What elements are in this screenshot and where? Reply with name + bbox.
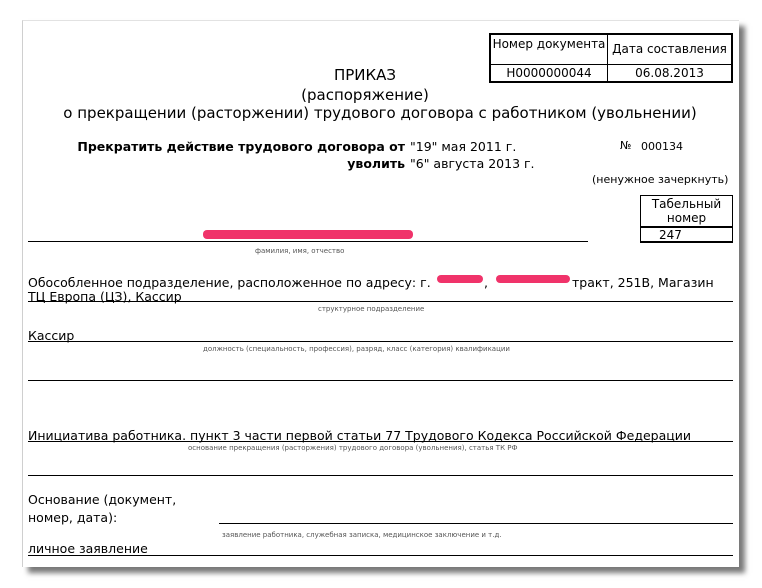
basis-caption: заявление работника, служебная записка, медицинское заключение и т.д. (222, 531, 502, 539)
basis-value-line (28, 555, 733, 556)
dismiss-date: "6" августа 2013 г. (410, 156, 535, 171)
personnel-number-label (641, 196, 732, 227)
department-caption: структурное подразделение (318, 305, 425, 313)
redacted-employee-name (203, 230, 413, 239)
order-title: ПРИКАЗ (333, 66, 397, 84)
basis-label-line2: номер, дата): (28, 510, 118, 525)
doc-number-header-label: Номер документа (492, 37, 606, 51)
ground-extra-line (28, 475, 733, 476)
terminate-label: Прекратить действие трудового договора от (77, 139, 405, 154)
order-heading: о прекращении (расторжении) трудового договора с работником (увольнении) (63, 104, 697, 122)
position-value: Кассир (28, 328, 75, 343)
comma-separator: , (484, 275, 488, 290)
personnel-label-line2: номер (666, 211, 707, 225)
doc-date-header (608, 35, 731, 65)
personnel-number-value: 247 (659, 228, 682, 242)
ground-caption: основание прекращения (расторжения) трудового договора (увольнения), статья ТК РФ (188, 444, 518, 452)
dismiss-label: уволить (347, 156, 405, 171)
position-line (28, 341, 733, 342)
department-text-line2: ТЦ Европа (ЦЗ), Кассир (28, 289, 182, 304)
contract-number-label: № (620, 139, 632, 152)
basis-label-line1: Основание (документ, (28, 492, 177, 507)
employee-name-caption: фамилия, имя, отчество (255, 247, 345, 255)
strike-note: (ненужное зачеркнуть) (592, 173, 729, 186)
employee-name-line (28, 241, 588, 242)
personnel-label-line1: Табельный (651, 197, 722, 211)
doc-date-value: 06.08.2013 (635, 66, 704, 80)
redacted-city (437, 275, 483, 283)
basis-value: личное заявление (28, 541, 148, 556)
document-header-table (489, 33, 733, 83)
position-caption: должность (специальность, профессия), разряд, класс (категория) квалификации (203, 345, 510, 353)
basis-line (219, 523, 733, 524)
doc-number-header (491, 35, 608, 65)
ground-line (28, 441, 733, 442)
doc-date-header-label: Дата составления (612, 42, 727, 56)
position-extra-line (28, 380, 733, 381)
personnel-number-box (640, 195, 733, 243)
redacted-street (496, 275, 570, 283)
department-text-part2: тракт, 251В, Магазин (572, 275, 714, 290)
contract-number: 000134 (641, 140, 683, 153)
doc-number-value: Н0000000044 (491, 65, 608, 81)
department-text-part1: Обособленное подразделение, расположенное по адресу: г. (28, 275, 431, 290)
contract-date: "19" мая 2011 г. (410, 139, 517, 154)
department-line (28, 301, 733, 302)
termination-ground: Инициатива работника. пункт 3 части первой статьи 77 Трудового Кодекса Российской Федерации (28, 428, 692, 443)
order-subtitle: (распоряжение) (301, 86, 429, 104)
